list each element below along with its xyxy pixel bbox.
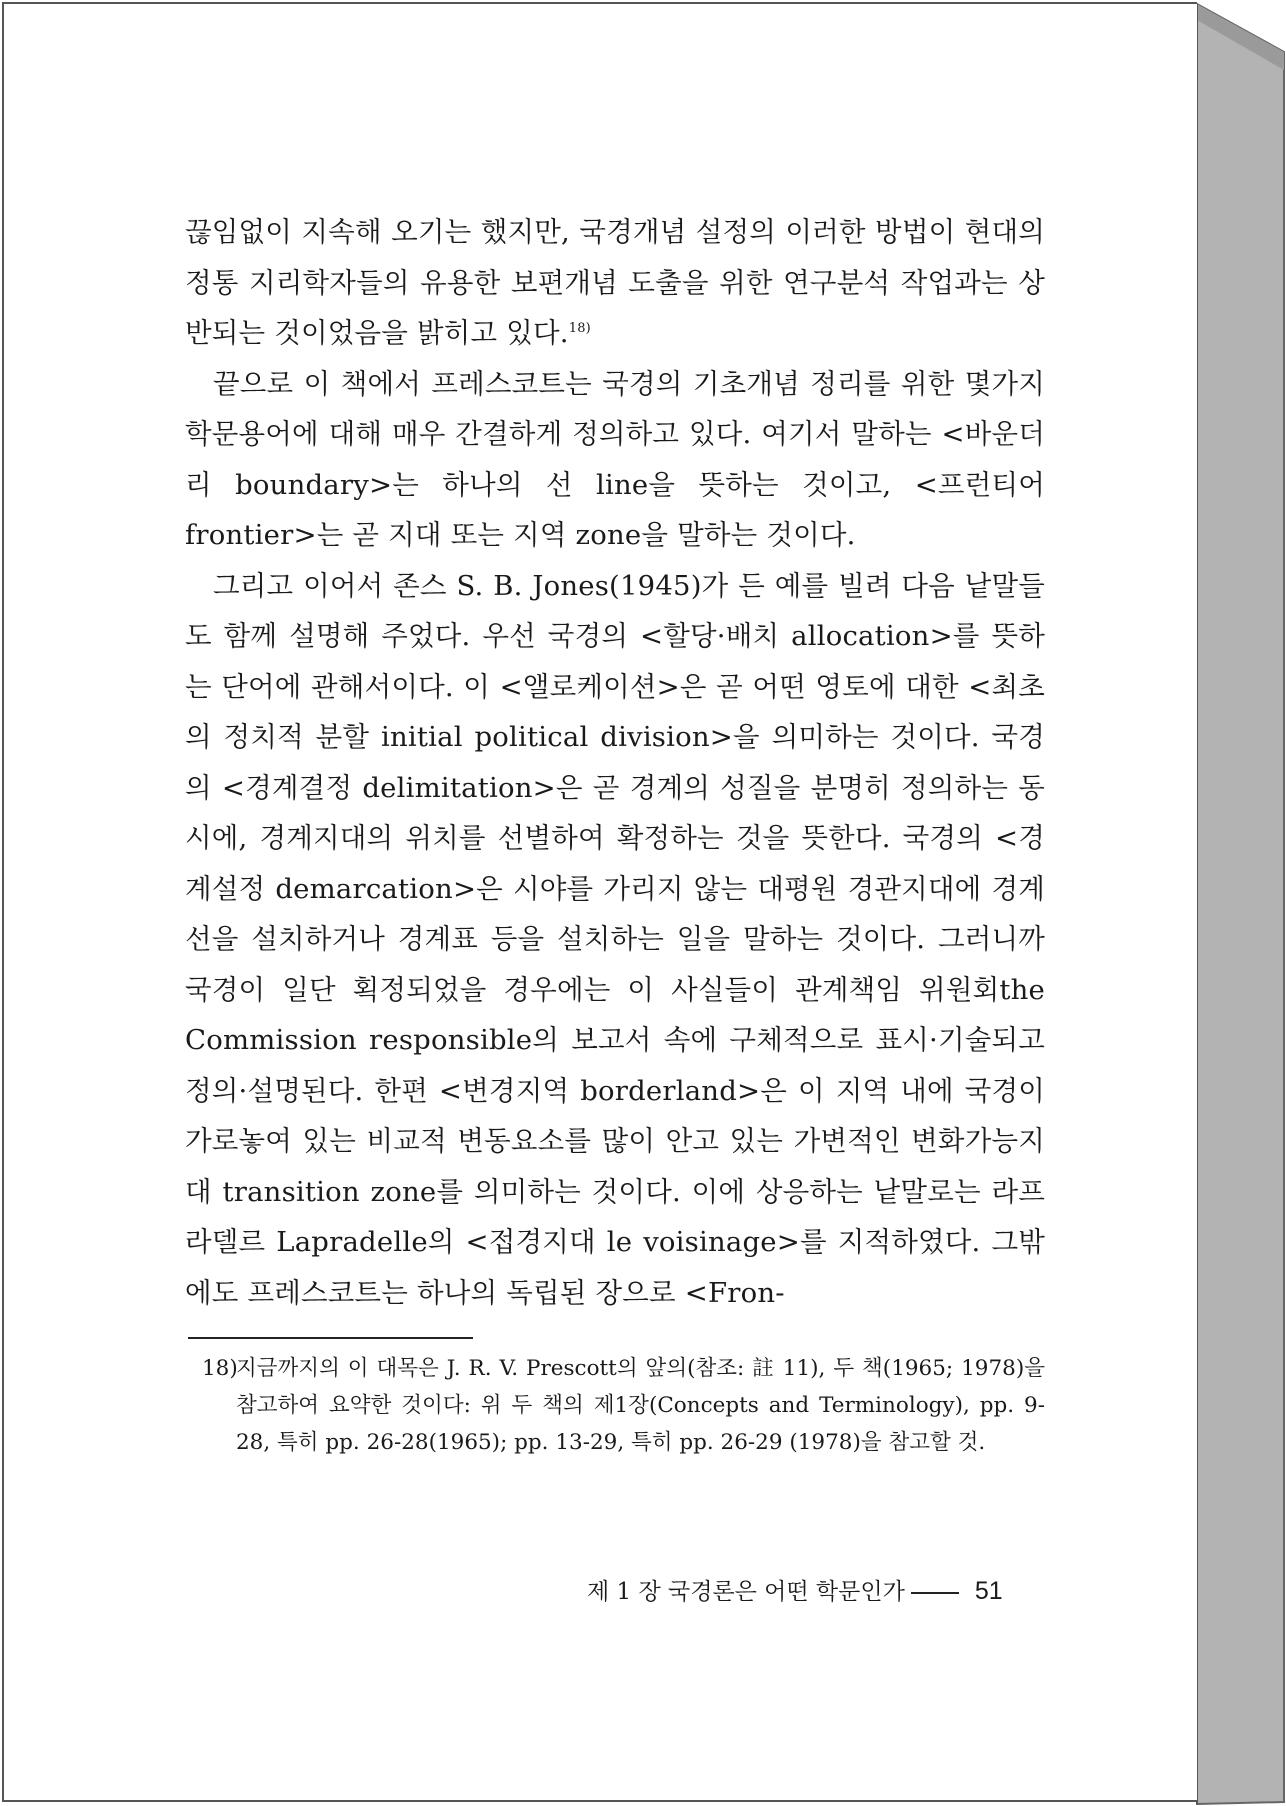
paragraph-2-text: 끝으로 이 책에서 프레스코트는 국경의 기초개념 정리를 위한 몇가지 학문용어에 대해 매우 간결하게 정의하고 있다. 여기서 말하는 <바운더리 boundary>는 하나의 선 line을 뜻하는 것이고, <프런티어 frontier>는 곧 지대 또는 지역 zone을 말하는 것이다.: [185, 367, 1045, 551]
paragraph-3: [185, 561, 1045, 1319]
footnote-number: 18): [202, 1356, 238, 1381]
paragraph-1: [185, 207, 1045, 359]
footnote: [202, 1350, 1045, 1461]
footnote-text: 지금까지의 이 대목은 J. R. V. Prescott의 앞의(참조: 註 11), 두 책(1965; 1978)을 참고하여 요약한 것이다: 위 두 책의 제1장(Concepts and Terminology), pp. 9-28, 특히 pp. 26-28(1965); pp. 13-29, 특히 pp. 26-29 (1978)을 참고할 것.: [236, 1356, 1045, 1455]
footnote-divider: [188, 1337, 473, 1339]
chapter-title: 제 1 장 국경론은 어떤 학문인가: [587, 1579, 905, 1605]
paragraph-2: [185, 359, 1045, 561]
running-footer: [587, 1573, 1003, 1606]
paragraph-1-text: 끊임없이 지속해 오기는 했지만, 국경개념 설정의 이러한 방법이 현대의 정통 지리학자들의 유용한 보편개념 도출을 위한 연구분석 작업과는 상반되는 것이었음을 밝히고 있다.: [185, 216, 1045, 349]
page-number: 51: [974, 1577, 1003, 1605]
body-text: [185, 207, 1045, 1318]
footer-dash: [911, 1592, 959, 1594]
footnote-reference: 18): [568, 320, 591, 336]
paragraph-3-text: 그리고 이어서 존스 S. B. Jones(1945)가 든 예를 빌려 다음 낱말들도 함께 설명해 주었다. 우선 국경의 <할당·배치 allocation>를 뜻하는 단어에 관해서이다. 이 <앨로케이션>은 곧 어떤 영토에 대한 <최초의 정치적 분할 initial political division>을 의미하는 것이다. 국경의 <경계결정 delimitation>은 곧 경계의 성질을 분명히 정의하는 동시에, 경계지대의 위치를 선별하여 확정하는 것을 뜻한다. 국경의 <경계설정 demarcation>은 시야를 가리지 않는 대평원 경관지대에 경계선을 설치하거나 경계표 등을 설치하는 일을 말하는 것이다. 그러니까 국경이 일단 획정되었을 경우에는 이 사실들이 관계책임 위원회the Commission responsible의 보고서 속에 구체적으로 표시·기술되고 정의·설명된다. 한편 <변경지역 borderland>은 이 지역 내에 국경이 가로놓여 있는 비교적 변동요소를 많이 안고 있는 가변적인 변화가능지대 transition zone를 의미하는 것이다. 이에 상응하는 낱말로는 라프라델르 Lapradelle의 <접경지대 le voisinage>를 지적하였다. 그밖에도 프레스코트는 하나의 독립된 장으로 <Fron-: [185, 569, 1045, 1309]
